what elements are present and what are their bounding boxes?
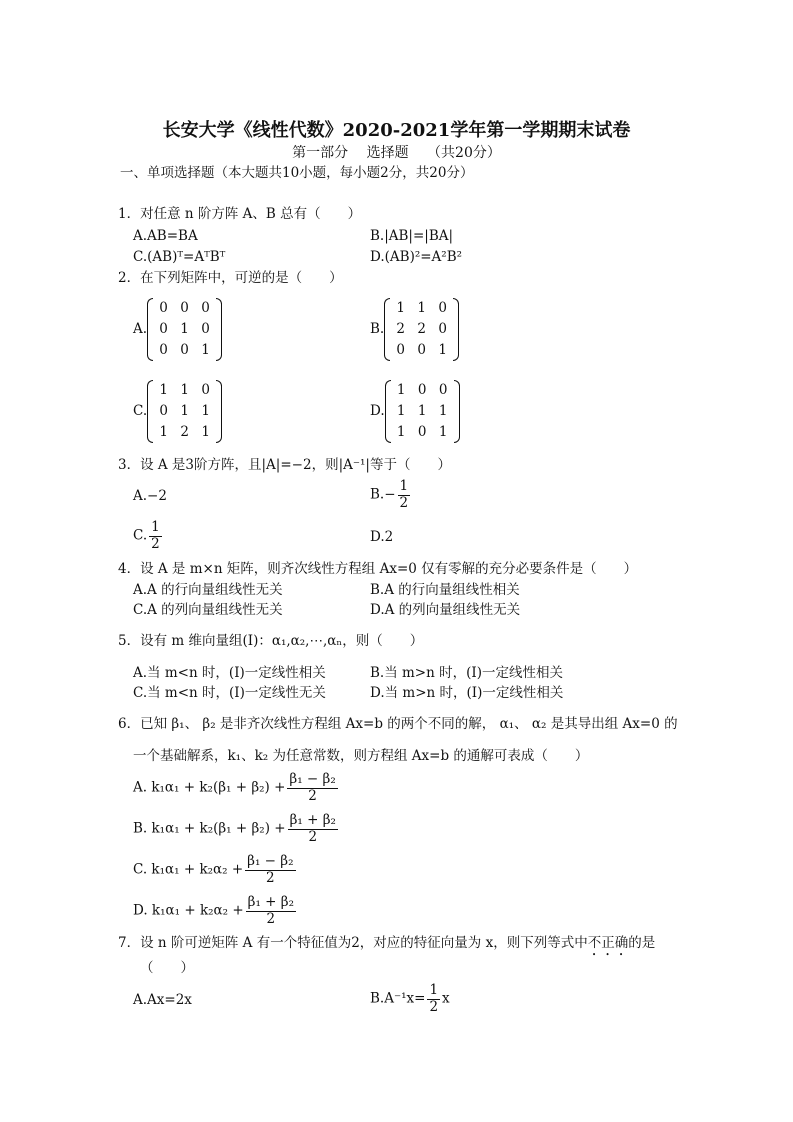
section-heading: 一、单项选择题（本大题共10小题，每小题2分，共20分） [120,165,474,181]
q6-option-d-prefix: D. k₁α₁ + k₂α₂ + [133,902,244,919]
q2-option-a [133,298,222,361]
q2-option-c [133,380,222,443]
q6-option-b [133,813,340,845]
q1-option-a: A.AB=BA [133,228,198,244]
q6-option-a [133,772,340,804]
exam-title: 长安大学《线性代数》2020-2021学年第一学期期末试卷 [162,120,631,141]
fraction: $\frac{1}{2}$ [429,982,439,1015]
q6-option-c [133,854,298,886]
q2-option-d-label: D. [370,403,385,419]
matrix-cell: 1 [396,403,406,420]
q2-stem: 2．在下列矩阵中，可逆的是（ ） [118,270,343,286]
q2-option-b-label: B. [370,321,385,337]
matrix-cell: 0 [417,382,427,399]
q5-option-d: D.当 m>n 时，(I)一定线性相关 [370,685,564,701]
matrix-cell: 0 [201,300,210,317]
matrix-cell: 0 [417,342,427,359]
matrix-cell: 1 [201,342,210,359]
fraction: $\frac{\text{β₁ − β₂}}{2}$ [247,853,294,886]
q1-option-d: D.(AB)²=A²B² [370,249,463,265]
q4-option-b: B.A 的行向量组线性相关 [370,582,520,598]
q7-option-a: A.Ax=2x [133,992,192,1008]
matrix-cell: 1 [180,403,189,420]
q7-option-b: B.A⁻¹x= $\frac{1}{2}$ x [370,982,450,1015]
q5-stem: 5．设有 m 维向量组(I)：α₁,α₂,⋯,αₙ，则（ ） [118,633,424,649]
fraction: $\frac{1}{2}$ [151,519,160,552]
matrix-cell: 1 [180,382,189,399]
matrix-cell: 0 [159,321,168,338]
matrix-cell: 0 [417,424,427,441]
matrix-cell: 1 [396,382,406,399]
matrix-cell: 1 [417,300,427,317]
q5-option-c: C.当 m<n 时，(I)一定线性无关 [133,685,326,701]
q1-option-b: B.|AB|=|BA| [370,228,454,244]
matrix-c [147,380,222,443]
q3-option-a: A.−2 [133,488,167,504]
matrix-cell: 0 [159,342,168,359]
fraction: $\frac{\text{β₁ − β₂}}{2}$ [289,771,336,804]
matrix-cell: 0 [180,342,189,359]
part-subtitle: 第一部分 选择题 （共20分） [292,145,501,161]
q7-stem: 7．设 n 阶可逆矩阵 A 有一个特征值为2，对应的特征向量为 x，则下列等式中不正确的是 [118,935,656,951]
matrix-cell: 1 [180,321,189,338]
matrix-cell: 2 [417,321,427,338]
q5-option-a: A.当 m<n 时，(I)一定线性相关 [133,665,326,681]
emphasis-text: 不正确 [587,935,629,951]
matrix-cell: 0 [180,300,189,317]
fraction: $\frac{\text{β₁ + β₂}}{2}$ [247,894,294,927]
matrix-cell: 0 [159,403,168,420]
q2-option-d [370,380,460,443]
fraction: $\frac{\text{β₁ + β₂}}{2}$ [289,812,336,845]
q5-option-b: B.当 m>n 时，(I)一定线性相关 [370,665,563,681]
q6-option-d [133,895,298,927]
matrix-cell: 0 [438,382,448,399]
q3-option-b-prefix: B.− [370,486,396,503]
matrix-cell: 0 [396,342,406,359]
q2-option-a-label: A. [133,321,148,337]
q2-option-c-label: C. [133,403,148,419]
matrix-cell: 1 [438,424,448,441]
q6-stem-line1: 6．已知 β₁、 β₂ 是非齐次线性方程组 Ax=b 的两个不同的解， α₁、 α₂ 是其导出组 Ax=0 的 [118,716,678,732]
matrix-cell: 1 [201,424,210,441]
matrix-cell: 0 [438,321,448,338]
q1-stem: 1．对任意 n 阶方阵 A、B 总有（ ） [118,206,362,222]
matrix-b [384,298,459,361]
matrix-cell: 1 [438,403,448,420]
matrix-a [147,298,222,361]
q3-option-d: D.2 [370,529,394,545]
matrix-cell: 2 [396,321,406,338]
matrix-cell: 0 [438,300,448,317]
q4-option-c: C.A 的列向量组线性无关 [133,602,283,618]
q7-answer-paren: （ ） [140,960,194,976]
q6-option-c-prefix: C. k₁α₁ + k₂α₂ + [133,861,244,878]
matrix-cell: 1 [396,424,406,441]
q3-option-b [370,479,412,511]
matrix-cell: 2 [180,424,189,441]
fraction: $\frac{1}{2}$ [399,478,409,511]
q3-option-c-prefix: C. [133,527,148,544]
q4-option-d: D.A 的列向量组线性无关 [370,602,521,618]
q3-option-c [133,520,164,552]
q2-option-b [370,298,459,361]
q4-option-a: A.A 的行向量组线性无关 [133,582,283,598]
matrix-cell: 0 [201,382,210,399]
matrix-d [385,380,460,443]
q4-stem: 4．设 A 是 m×n 矩阵，则齐次线性方程组 Ax=0 仅有零解的充分必要条件是（ ） [118,561,638,577]
q7-option-b-prefix: B.A⁻¹x= [370,990,426,1007]
matrix-cell: 1 [159,382,168,399]
matrix-cell: 0 [201,321,210,338]
matrix-cell: 1 [396,300,406,317]
q6-stem-line2: 一个基础解系，k₁、k₂ 为任意常数，则方程组 Ax=b 的通解可表成（ ） [133,748,589,764]
matrix-cell: 0 [159,300,168,317]
q3-stem: 3．设 A 是3阶方阵，且|A|=−2，则|A⁻¹|等于（ ） [118,457,451,473]
matrix-cell: 1 [201,403,210,420]
q6-option-b-prefix: B. k₁α₁ + k₂(β₁ + β₂) + [133,820,286,837]
q6-option-a-prefix: A. k₁α₁ + k₂(β₁ + β₂) + [133,779,286,796]
matrix-cell: 1 [438,342,448,359]
matrix-cell: 1 [417,403,427,420]
q1-option-c: C.(AB)ᵀ=AᵀBᵀ [133,249,226,265]
matrix-cell: 1 [159,424,168,441]
